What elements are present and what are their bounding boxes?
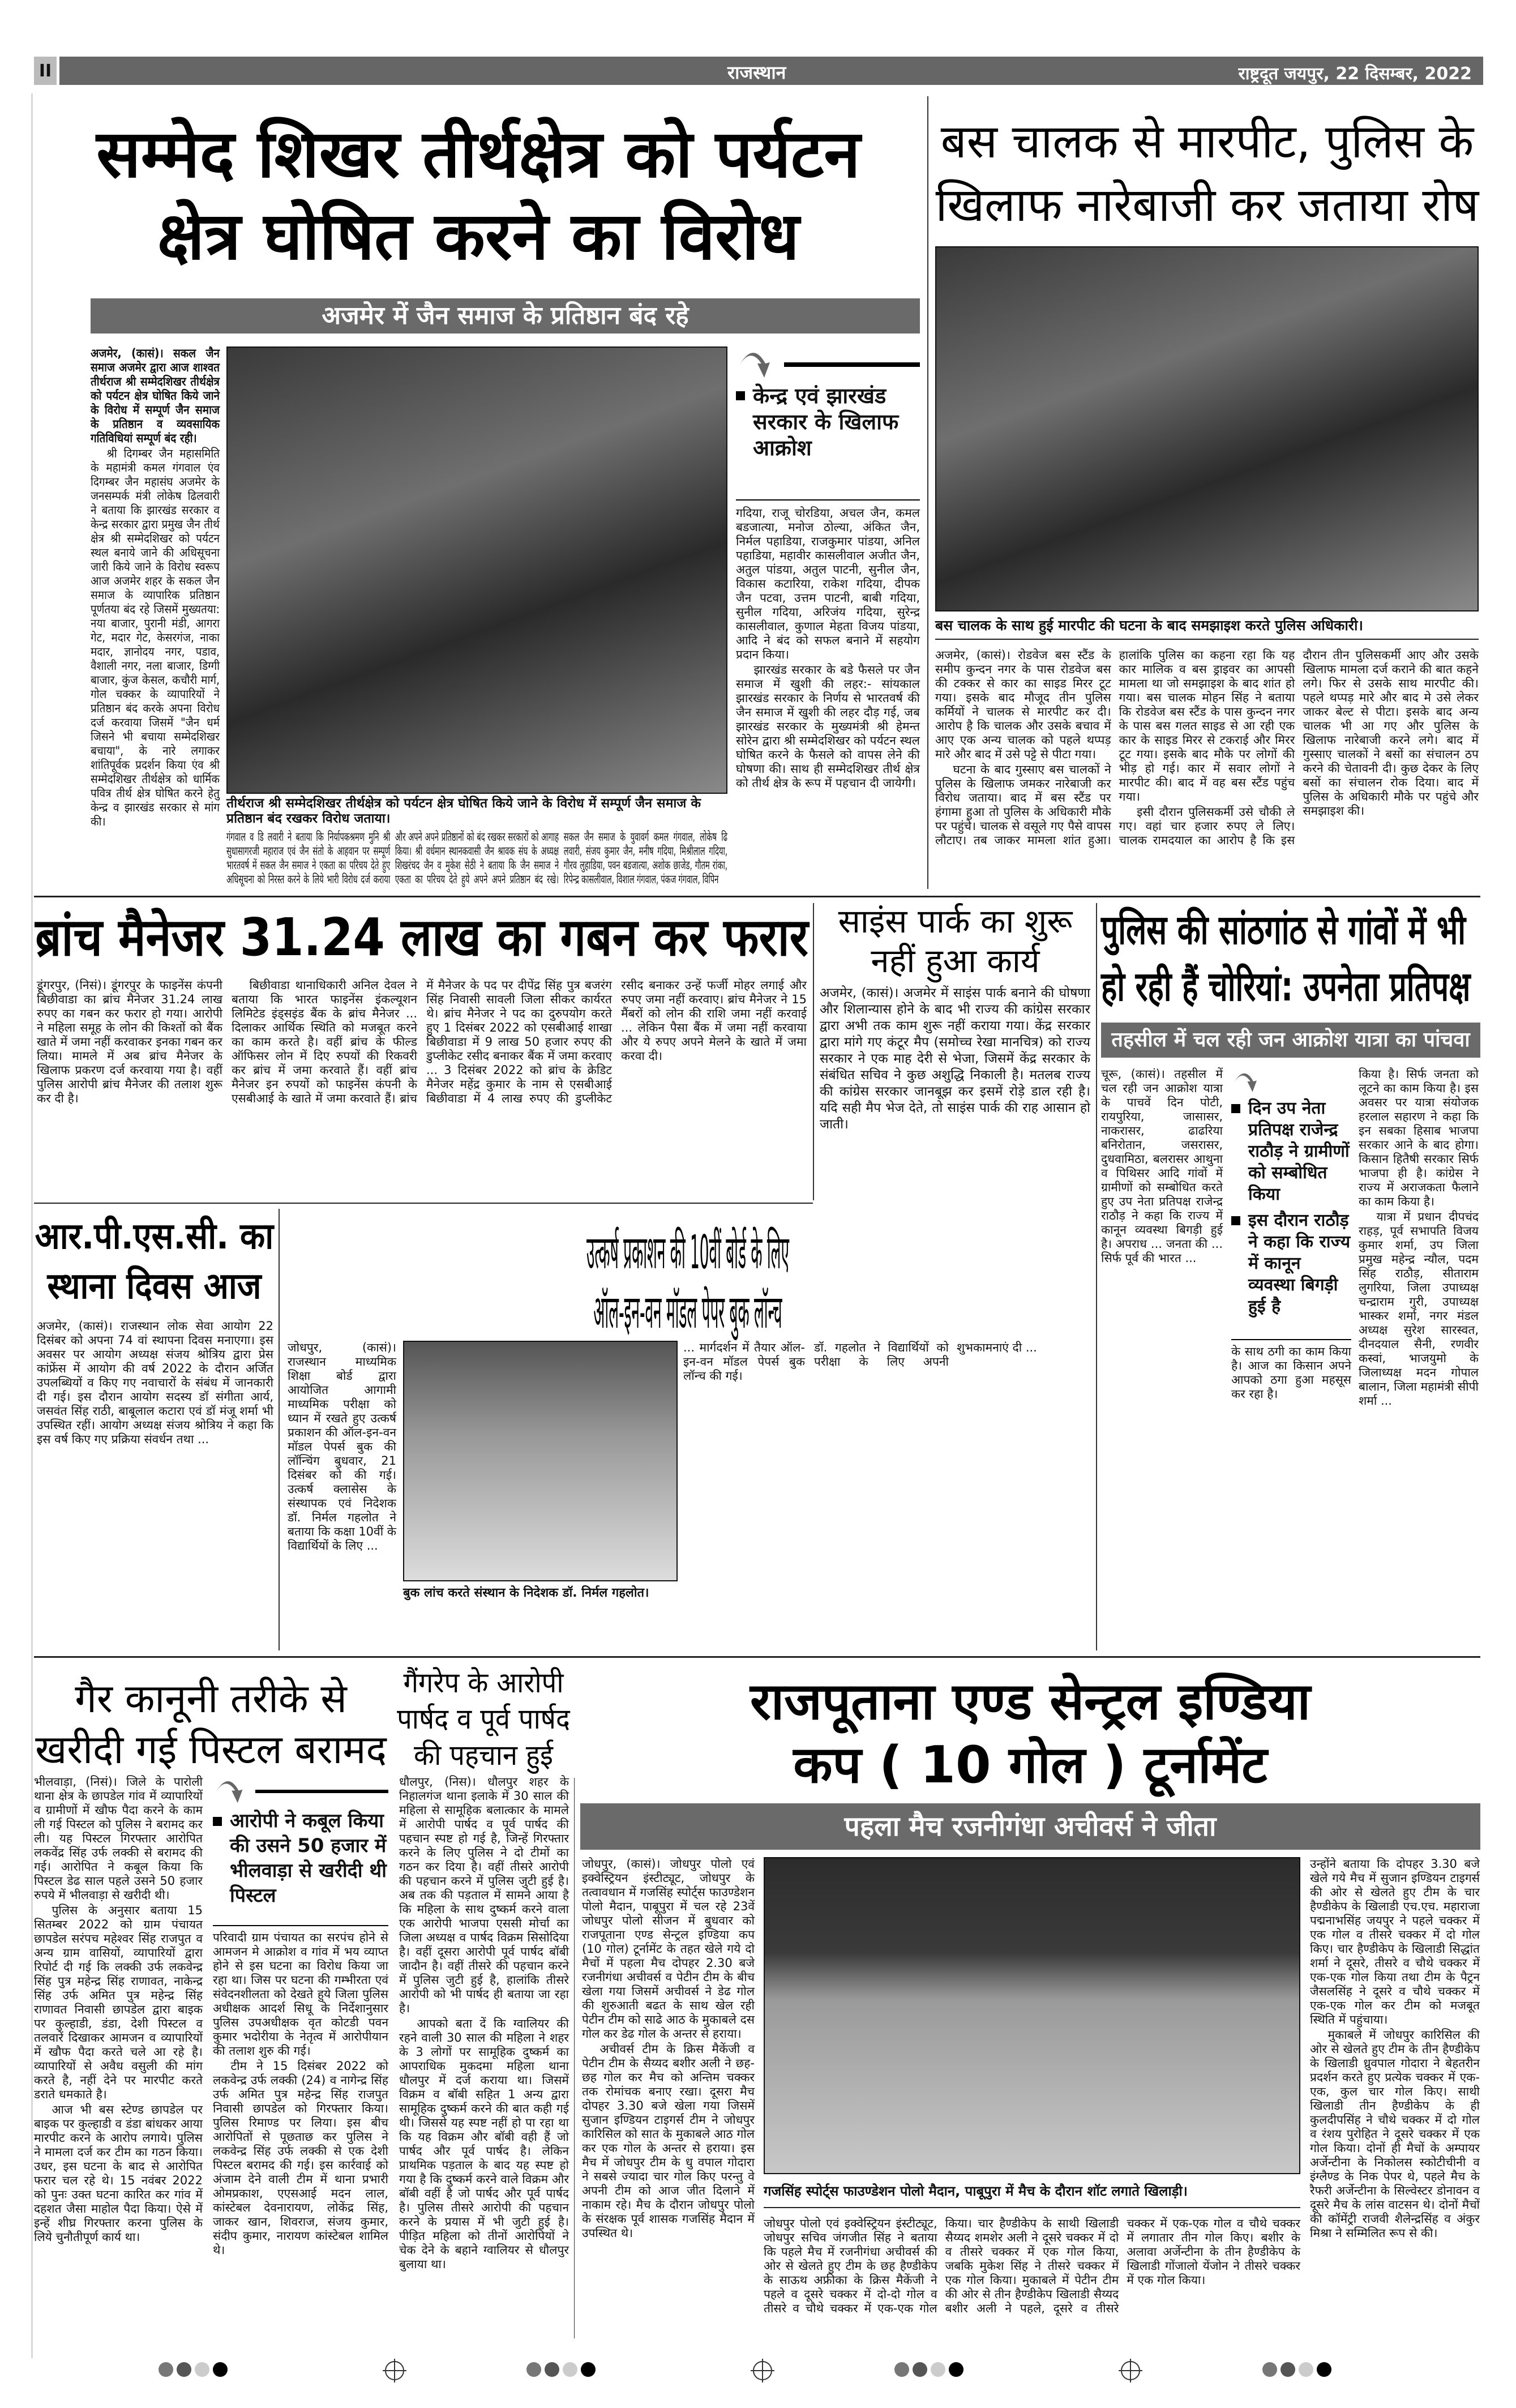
registration-dots xyxy=(159,2362,231,2379)
column-divider xyxy=(1096,903,1097,1650)
headline-gangrape xyxy=(396,1665,571,1774)
bullet-icon xyxy=(1231,1104,1240,1113)
highlight-heading xyxy=(213,1808,388,1922)
section-divider xyxy=(34,1656,1480,1658)
highlight-heading xyxy=(1231,1098,1351,1336)
column-divider xyxy=(574,1778,575,2338)
registration-dots xyxy=(526,2362,599,2379)
subhead-police xyxy=(1101,1023,1480,1058)
fit-wrapper xyxy=(34,1775,203,2244)
paragraph: घटना के बाद गुस्साए बस चालकों ने पुलिस के खिलाफ जमकर नारेबाजी कर विरोध जताया। बाद में बस स्टैंड पर हंगामा हुआ तो पुलिस के अधिकारी मौके पर पहुंचे। चालक से वसूले गए पैसे वापस लौटाए। तब जाकर मामला शांत हुआ। हालांकि पुलिस का कहना रहा कि यह कार मालिक व बस ड्राइवर का आपसी मामला था जो समझाइश के बाद शांत हो गया। बस चालक मोहन सिंह ने बताया कि रोडवेज बस स्टैंड के पास कुन्दन नगर के पास बस गलत साइड से आ रही एक कार के साइड मिरर से टकराई और मिरर टूट गया। इसके बाद मौके पर लोगों की भीड़ हो गई। कार में सवार लोगों ने मारपीट की। बाद में वह बस स्टैंड पहुंच गया। xyxy=(935,648,1295,847)
article-body xyxy=(34,1775,203,2336)
fit-wrapper xyxy=(1101,901,1480,1015)
fit-wrapper xyxy=(1231,1345,1351,1401)
paragraph: के साथ ठगी का काम किया है। आज का किसान अपने आपको ठगा हुआ महसूस कर रहा है। xyxy=(1231,1345,1351,1401)
headline-line: हो रही हैं चोरियां: उपनेता प्रतिपक्ष xyxy=(1101,963,1471,1010)
article-body xyxy=(288,1341,396,1649)
fit-wrapper: बुक लांच करते संस्थान के निदेशक डॉ. निर्मल गहलोत। xyxy=(403,1586,649,1600)
headline-bus xyxy=(934,110,1480,242)
registration-dots xyxy=(894,2362,967,2379)
paragraph: जोधपुर पोलो एवं इक्वेस्ट्रियन इंस्टीट्यूट, जोधपुर सचिव जंगजीत सिंह ने बताया कि पहले मैच में रजनीगंधा अचीवर्स की ओर से खेलते हुए टीम के छह हैण्डीकेप के साऊथ अफ्रीका के क्रिस मैकेंजी ने पहले व दूसरे चक्कर में दो-दो गोल व तीसरे व चौथे चक्कर में एक-एक गोल किया। चार हैण्डीकेप के साथी खिलाडी सैय्यद शमशेर अली ने दूसरे चक्कर में दो व तीसरे चक्कर में एक गोल किया, जबकि मुकेश सिंह ने तीसरे चक्कर में एक गोल किया। मुकाबले में पेटीन टीम की ओर से तीन हैण्डीकेप खिलाडी सैय्यद बशीर अली ने पहले, दूसरे व तीसरे चक्कर में एक-एक गोल व चौथे चक्कर में लगातार तीन गोल किए। बशीर के अलावा अर्जेन्टीना के तीन हैण्डीकेप के खिलाडी गोंजालो येंजोन ने तीसरे चक्कर में एक गोल किया। xyxy=(764,2217,1300,2315)
curved-arrow-icon xyxy=(736,347,781,380)
fit-wrapper xyxy=(37,1319,273,1447)
paragraph: जोधपुर, (कासं)। राजस्थान माध्यमिक शिक्षा बोर्ड द्वारा आयोजित आगामी माध्यमिक परीक्षा को ध्यान में रखते हुए उत्कर्ष प्रकाशन की ऑल-इन-वन मॉडल पेपर्स बुक की लॉन्चिंग बुधवार, 21 दिसंबर को की गई। उत्कर्ष क्लासेस के संस्थापक एवं निदेशक डॉ. निर्मल गहलोत ने बताया कि कक्षा 10वीं के विद्यार्थियों के लिए ... xyxy=(288,1341,396,1552)
fit-wrapper xyxy=(34,113,923,277)
paragraph: गंगवाल व डि लवारी ने बताया कि निर्यापकश्रमण मुनि श्री सुधासागरजी महाराज एवं जैन संतो के आहवान पर सम्पूर्ण भारतवर्ष में सकल जैन समाज ने एकता का परिचय देते हुए अधिसूचना को निरस्त करने के लिये भारी विरोध दर्ज कराया और अपने अपने प्रतिष्ठानों को बंद रखकर सरकारों को आगाह किया। श्री वर्धमान स्थानकवासी जैन श्रावक संघ के अध्यक्ष शिखरंचद जैन व मुकेश सेठी ने बताया कि जैन समाज ने एकता का परिचय देते हुये अपने अपने प्रतिष्ठान बंद रखे। सकल जैन समाज के युवावर्ग कमल गंगवाल, लोकेष ढि लवारी, संजय कुमार जैन, मनीष गदिया, मिश्रीलाल गदिया, गौरव लुहाडिया, पवन बडजात्या, अशोक छाजेड, गौतम रांका, रिपेन्द्र कासलीवाल, विशाल गंगवाल, पंकज गंगवाल, विपिन xyxy=(226,830,727,886)
paragraph: डॉ. गहलोत ने विद्यार्थियों को परीक्षा के लिए अपनी शुभकामनाएं दी ... xyxy=(814,1341,1037,1368)
paragraph: गदिया, राजू चोरडिया, अचल जैन, कमल बडजात्या, मनोज ठोल्या, अंकित जैन, निर्मल पहाडिया, राजकुमार पांडया, अनिल पहाडिया, महावीर कासलीवाल अजीत जैन, अतुल पांडया, अतुल पाटनी, सुनील जैन, विकास कटारिया, राकेश गदिया, दीपक जैन पटवा, उत्तम पाटनी, बाबी गदिया, सुनील गदिया, अरिजंय गदिया, सुरेन्द्र कासलीवाल, कुणाल मेहता विजय पांडया, आदि ने बंद को सफल बनाने में सहयोग प्रदान किया। xyxy=(736,506,920,661)
highlight-text: इस दौरान राठौड़ ने कहा कि राज्य में कानून व्यवस्था बिगड़ी हुई है xyxy=(1248,1211,1351,1316)
bullet-icon xyxy=(213,1817,222,1826)
fit-wrapper xyxy=(37,978,807,1106)
registration-crosshair-icon xyxy=(1121,2361,1140,2380)
section-divider xyxy=(34,1203,813,1204)
photo-caption xyxy=(764,2183,1300,2203)
photo-caption xyxy=(226,796,727,828)
fit-wrapper xyxy=(1359,1067,1479,1408)
article-body xyxy=(736,506,920,863)
article-body xyxy=(1101,1067,1223,1650)
headline-line: पुलिस की सांठगांठ से गांवों में भी xyxy=(1101,906,1466,953)
divider xyxy=(1231,1339,1351,1340)
paragraph: श्री दिगम्बर जैन महासमिति के महामंत्री कमल गंगवाल एंव दिगम्बर जैन महासंघ अजमेर के जनसम्पर्क मंत्री लोकेष ढिलवारी ने बताया कि झारखंड सरकार व केन्द्र सरकार द्वारा प्रमुख जैन तीर्थ क्षेत्र श्री सम्मेदशिखर को पर्यटन स्थल बनाये जाने की अधिसूचना जारी किये जाने के विरोध स्वरूप आज अजमेर शहर के सकल जैन समाज के व्यापारिक प्रतिष्ठान पूर्णतया बंद रहे जिसमें मुख्यतया: नया बाजार, पुरानी मंडी, आगरा गेट, मदार गेट, केसरगंज, नाका मदार, ज्ञानोदय नगर, पडाव, वैशाली नगर, नला बाजार, डिग्गी बाजार, कुंज केसल, कचौरी मार्ग, गोल चक्कर के व्यापारियों ने प्रतिष्ठान बंद करके अपना विरोध दर्ज करवाया जिसमें "जैन धर्म जिसने भी बचाया सम्मेदशिखर बचाया", के नारे लगाकर शांतिपूर्वक प्रदर्शन किया एंव श्री सम्मेदशिखर तीर्थक्षेत्र को धार्मिक पवित्र तीर्थ क्षेत्र घोषित करने हेतु केन्द्र व झारखंड सरकार से मांग की। xyxy=(91,447,220,828)
paragraph: चूरू, (कासं)। तहसील में चल रही जन आक्रोश यात्रा के पाचवें दिन पोटी, रायपुरिया, जासासर, नाकरासर, ढाढरिया बनिरोतान, जसरासर, दुधवामिठा, बलरासर आथुना व पिथिसर आदि गांवों में ग्रामीणों को सम्बोधित करते हुए उप नेता प्रतिपक्ष राजेन्द्र राठौड़ ने कहा कि राज्य में कानून व्यवस्था बिगड़ी हुई है। अपराध ... जनता की ... सिर्फ पूर्व की भारत ... xyxy=(1101,1067,1223,1265)
fit-wrapper xyxy=(736,383,920,461)
headline-science-park xyxy=(818,901,1093,983)
section-divider xyxy=(34,896,1480,897)
highlight-text: केन्द्र एवं झारखंड सरकार के खिलाफ आक्रोश xyxy=(753,383,899,460)
fit-wrapper xyxy=(582,1857,755,2240)
fit-wrapper xyxy=(736,506,920,790)
paragraph: मुकाबले में जोधपुर कारिसिल की ओर से खेलते हुए टीम के तीन हैण्डीकेप के खिलाडी ध्रुवपाल गोदारा ने बेहतरीन प्रदर्शन करते हुए प्रत्येक चक्कर में एक-एक, कुल चार गोल किए। साथी खिलाडी तीन हैण्डीकेप के ही कुलदीपसिंह ने चौथे चक्कर में दो गोल व रंशय पुरोहित ने दूसरे चक्कर में एक गोल किया। दोनों ही मैचों के अम्पायर अर्जेन्टीना के निकोलस स्कोटीचीनी व इंग्लैण्ड के निक पेपर थे, पहले मैच के रैफरी अर्जेन्टीना के सिल्वेस्टर डोनावन व दूसरे मैच के लांस वाटसन थे। दोनों मैचों की कॉमेंट्री राजवी शैलेन्द्रसिंह व अंकुर मिश्रा ने सम्मिलित रूप से की। xyxy=(1310,2028,1480,2240)
divider xyxy=(935,639,1479,640)
edition-date: राष्ट्रदूत जयपुर, 22 दिसम्बर, 2022 xyxy=(1238,64,1472,84)
paragraph: धौलपुर, (निस)। धौलपुर शहर के निहालगंज थाना इलाके में 30 साल की महिला से सामूहिक बलात्कार के मामले में आरोपी पार्षद व पूर्व पार्षद की पहचान स्पष्ट हो गई है, जिन्हें गिरफ्तार करने के लिए पुलिस ने दो टीमों का गठन कर दिया है। वहीं तीसरे आरोपी की पहचान करने में पुलिस जुटी हुई है। अब तक की पड़ताल में सामने आया है कि महिला के साथ दुष्कर्म करने वाला एक आरोपी भाजपा एससी मोर्चा का जिला अध्यक्ष व पार्षद विक्रम सिसोदिया है। वहीं दूसरा आरोपी पूर्व पार्षद बॉबी जादौन है। वहीं तीसरे की पहचान करने में पुलिस जुटी हुई है, हालांकि तीसरे आरोपी को भी पार्षद ही बताया जा रहा है। xyxy=(399,1775,569,2015)
page-marker: II xyxy=(34,57,57,85)
headline-line: स्थाना दिवस आज xyxy=(47,1265,262,1307)
headline-line: बस चालक से मारपीट, पुलिस के xyxy=(940,115,1474,169)
bullet-icon xyxy=(1231,1216,1240,1225)
paragraph: बिछीवाडा थानाधिकारी अनिल देवल ने बताया कि भारत फाइनेंस इंकल्यूशन लिमिटेड इंड्सइंड बैंक के ब्रांच मैनेजर ... दिलाकर आर्थिक स्थिति को मजबूत करने का काम करते है। वहीं ब्रांच के फील्ड ऑफिसर लोन में दिए रुपयों की रिकवरी कर ब्रांच में जमा करवाते हैं। वहीं ब्रांच मैनेजर इन रुपयों को फाइनेंस कंपनी के एसबीआई के खाते में जमा करवाते हैं। ब्रांच में मैनेजर के पद पर दीपेंद्र सिंह पुत्र बजरंग सिंह निवासी सावली जिला सीकर कार्यरत थे। ब्रांच मैनेजर ने पद का दुरुपयोग करते हुए 1 दिसंबर 2022 को एसबीआई शाखा बिछीवाडा में 9 लाख 50 हजार रुपए की डुप्लीकेट रसीद बनाकर बैंक में जमा करवाए ... 3 दिसंबर 2022 को ब्रांच के क्रेडिट मैनेजर महेंद्र कुमार के नाम से एसबीआई बिछीवाडा में 4 लाख रुपए की डुप्लीकेट रसीद बनाकर उन्हें फर्जी मोहर लगाई और रुपए जमा नहीं करवाए। ब्रांच मैनेजर ने 15 मैंबरों को लोन की राशि जमा नहीं करवाई ... लेकिन पैसा बैंक में जमा नहीं करवाया और ये रुपए अपने मेलने के खाते में जमा करवा दी। xyxy=(232,978,807,1105)
fit-wrapper xyxy=(226,830,727,887)
paragraph: इसी दौरान पुलिसकर्मी उसे चौकी ले गए। वहां चार हजार रुपए ले लिए। चालक रामदयाल का आरोप है कि इस दौरान तीन पुलिसकर्मी आए और उसके खिलाफ मामला दर्ज कराने की बात कहने लगे। फिर से उसके साथ मारपीट की। पहले थप्पड़ मारे और बाद मे उसे लेकर जाकर बेल्ट से पीटा। इसके बाद अन्य चालक भी आ गए और पुलिस के खिलाफ नारेबाजी करने लगे। बाद में गुस्साए चालकों ने बसों का संचालन ठप करने की चेतावनी दी। कुछ देकर के लिए बसों का संचालन रोक दिया। बाद में पुलिस के अधिकारी मौके पर पहुंचे और समझाइश की। xyxy=(1119,648,1479,847)
highlight-text: आरोपी ने कबूल किया की उसने 50 हजार में भीलवाड़ा से खरीदी थी पिस्टल xyxy=(230,1810,387,1907)
headline-line: सम्मेद शिखर तीर्थक्षेत्र को पर्यटन xyxy=(96,116,860,193)
paragraph: परिवादी ग्राम पंचायत का सरपंच होने से आमजन मे आक्रोश व गांव में भय व्याप्त होने से इस घटना का विरोध किया जा रहा था। जिस पर घटना की गम्भीरता एवं संवेदनशीलता को देखते हुये जिला पुलिस अधीक्षक आदर्श सिधू के निर्देशानुसार पुलिस उपअधीक्षक वृत कोटडी पवन कुमार भदोरीया के नेतृत्व में आरोपीयान की तलाश शुरु की गई। xyxy=(213,1931,388,2058)
highlight-box xyxy=(736,347,920,863)
article-body xyxy=(226,830,727,891)
headline-line: आर.पी.एस.सी. का xyxy=(35,1216,274,1258)
paragraph: अजमेर, (कासं)। अजमेर में साइंस पार्क बनाने की घोषणा और शिलान्यास होने के बाद भी राज्य की कांग्रेस सरकार द्वारा अभी तक काम शुरू नहीं कराया गया। केंद्र सरकार द्वारा मांगे गए कंटूर मैप (समोच्च रेखा मानचित्र) को राज्य सरकार ने एक माह देरी से भेजा, जिसमें केंद्र सरकार के संबंधित सचिव ने कुछ अशुद्धि निकाली है। मतलब राज्य की कांग्रेस सरकार जानबूझ कर इसमें रोड़े डाल रही है। यदि सही मैप भेज देते, तो साइंस पार्क की राह आसान हो जाती। xyxy=(820,986,1090,1132)
paragraph: पुलिस के अनुसार बताया 15 सितम्बर 2022 को ग्राम पंचायत छापडेल सरंपच महेश्वर सिंह राजपुत व अन्य ग्राम वासियों, व्यापारियों द्वारा रिपोर्ट दी गई कि लक्की उर्फ लकवेन्द्र सिंह पुत्र महेन्द्र सिंह राणावत, नाकेन्द्र सिंह उर्फ अमित पुत्र महेन्द्र सिंह राणावत निवासी छापडेल द्वारा बाइक पर कुल्हाडी, डंडा, देशी पिस्टल व तलवारें दिखाकर आमजन व व्यापारियों में खौफ पैदा करते चले आ रहे है। व्यापारियों से अवैध वसुली की मांग करते है, नहीं देने पर मारपीट करते डराते धमकाते है। xyxy=(34,1904,203,2101)
headline-utkarsh xyxy=(283,1223,1093,1340)
fit-wrapper xyxy=(213,1808,388,1908)
fit-wrapper: पहला मैच रजनीगंधा अचीवर्स ने जीता xyxy=(844,1811,1217,1842)
headline-police xyxy=(1101,901,1480,1018)
curved-arrow-icon xyxy=(213,1775,252,1806)
protest-photo xyxy=(226,347,727,794)
article-body xyxy=(935,648,1479,889)
registration-crosshair-icon xyxy=(753,2361,772,2380)
paragraph: टीम ने 15 दिसंबर 2022 को लकवेन्द्र उर्फ लक्की (24) व नागेन्द्र सिंह उर्फ अमित पुत्र महेन्द्र सिंह राजपुत निवासी छापडेल को गिरफ्तार किया। पुलिस रिमाण्ड पर लिया। इस बीच आरोपितों से पूछताछ कर पुलिस ने लकवेन्द्र सिंह उर्फ लक्की से एक देशी पिस्टल बरामद की गई। इस कार्रवाई को अंजाम देने वाली टीम में थाना प्रभारी ओमप्रकाश, एएसआई मदन लाल, कांस्टेबल देवनारायण, लोकेंद्र सिंह, जाकर खान, शिवराज, संजय कुमार, संदीप कुमार, नारायण कांस्टेबल शामिल थे। xyxy=(213,2059,388,2257)
paragraph: अचीवर्स टीम के क्रिस मैकेंजी व पेटीन टीम के सैय्यद बशीर अली ने छह-छह गोल कर मैच को अन्तिम चक्कर तक रोमांचक बनाए रखा। दूसरा मैच दोपहर 3.30 बजे खेला गया जिसमें सुजान इण्डियन टाइगर्स टीम ने जोधपुर कारिसिल को सात के मुकाबले आठ गोल कर एक गोल के अन्तर से हराया। इस मैच में जोधपुर टीम के धु वपाल गोदारा ने सबसे ज्यादा चार गोल किए परन्तु वे अपनी टीम को आज जीत दिलाने में नाकाम रहे। मैच के दौरान जोधपुर पोलो के संरक्षक पूर्व शासक गजसिंह मैदान में उपस्थित थे। xyxy=(582,2042,755,2240)
headline-line: उत्कर्ष प्रकाशन की 10वीं बोर्ड के लिए xyxy=(586,1226,789,1280)
headline-line: खरीदी गई पिस्टल बरामद xyxy=(35,1726,387,1773)
fit-wrapper xyxy=(1231,1098,1351,1318)
paragraph: आपको बता दें कि ग्वालियर की रहने वाली 30 साल की महिला ने शहर के 3 लोगों पर सामूहिक दुष्कर्म का आपराधिक मुकदमा महिला थाना धौलपुर में दर्ज कराया था। जिसमें विक्रम व बॉबी सहित 1 अन्य द्वारा सामूहिक दुष्कर्म करने की बात कही गई थी। जिससे यह स्पष्ट नहीं हो पा रहा था कि यह विक्रम और बॉबी वही हैं जो पार्षद और पूर्व पार्षद है। लेकिन प्राथमिक पड़ताल के बाद यह स्पष्ट हो गया है कि दुष्कर्म करने वाले विक्रम और बॉबी वहीं है जो पार्षद और पूर्व पार्षद है। पुलिस तीसरे आरोपी की पहचान करने के प्रयास में भी जुटी हुई है। पीड़ित महिला को तीनों आरोपियों ने चेक देने के बहाने ग्वालियर से धौलपुर बुलाया था। xyxy=(399,2017,569,2271)
paragraph: आज भी बस स्टेण्ड छापडेल पर बाइक पर कुल्हाडी व डंडा बांधकर आया मारपीट करने के आरोप लगाये। पुलिस ने मामला दर्ज कर टीम का गठन किया। उधर, इस घटना के बाद से आरोपित फरार चल रहे थे। 15 नवंबर 2022 को पुनः उक्त घटना कारित कर गांव में दहशत जैसा माहोल पैदा किया। ऐसे में इन्हें शीघ्र गिरफ्तार करना पुलिस के लिये चुनौतीपूर्ण कार्य था। xyxy=(34,2103,203,2244)
headline-line: की पहचान हुई xyxy=(414,1739,553,1772)
section-title: राजस्थान xyxy=(727,62,786,83)
headline-polo xyxy=(580,1670,1480,1800)
divider xyxy=(213,1925,388,1926)
divider xyxy=(764,2207,1300,2208)
fit-wrapper xyxy=(764,2217,1300,2316)
highlight-text: दिन उप नेता प्रतिपक्ष राजेन्द्र राठौड़ ने ग्रामीणों को सम्बोधित किया xyxy=(1248,1098,1350,1204)
decor-rule xyxy=(784,362,920,367)
registration-dots xyxy=(1262,2362,1335,2379)
fit-wrapper: तहसील में चल रही जन आक्रोश यात्रा का पांचवा xyxy=(1111,1028,1470,1051)
article-body xyxy=(37,978,807,1196)
headline-line: ऑल-इन-वन मॉडल पेपर बुक लॉन्च xyxy=(593,1285,782,1339)
column-divider xyxy=(927,96,928,889)
paragraph: अजमेर, (कासं)। रोडवेज बस स्टैंड के समीप कुन्दन नगर के पास रोडवेज बस की टक्कर से कार का साइड मिरर टूट गया। इसके बाद मौजूद तीन पुलिस कर्मियों ने चालक से मारपीट कर दी। आरोप है कि चालक और उसके बचाव में आए एक अन्य चालक को पहले थप्पड़ मारे और बाद में उसे पट्टे से पीटा गया। xyxy=(935,648,1111,761)
fit-wrapper xyxy=(820,985,1090,1133)
police-crowd-photo xyxy=(935,246,1479,611)
subhead-sammed xyxy=(91,298,920,333)
article-body xyxy=(1359,1067,1479,1650)
paragraph: भीलवाड़ा, (निसं)। जिले के पारोली थाना क्षेत्र के छापडेल गांव में व्यापारियों व ग्रामीणों में खौफ पैदा करने के काम ली गई पिस्टल को पुलिस ने बरामद कर ली। यह पिस्टल गिरफ्तार आरोपित लकवेंद्र सिंह उर्फ लक्की से बरामद की गई। आरोपित ने कबूल किया कि पिस्टल डेढ साल पहले उसने 50 हजार रुपये में भीलवाड़ा से खरीदी थी। xyxy=(34,1775,203,1902)
curved-arrow-icon xyxy=(1231,1067,1265,1096)
polo-match-photo xyxy=(764,1857,1300,2174)
article-body xyxy=(91,347,220,833)
fit-wrapper: बस चालक के साथ हुई मारपीट की घटना के बाद समझाइश करते पुलिस अधिकारी। xyxy=(935,617,1363,634)
fit-wrapper: तीर्थराज श्री सम्मेदशिखर तीर्थक्षेत्र को पर्यटन क्षेत्र घोषित किये जाने के विरोध में सम्पूर्ण जैन समाज के प्रतिष्ठान बंद रखकर विरोध जताया। xyxy=(226,796,701,826)
column-divider xyxy=(279,1209,280,1650)
paragraph: डूंगरपुर, (निसं)। डूंगरपुर के फाइनेंस कंपनी बिछीवाडा का ब्रांच मैनेजर 31.24 लाख रुपए का गबन कर फरार हो गया। आरोपी ने महिला समूह के लोन की किश्तों को बैंक खाते में जमा नहीं करवाकर इनका गबन कर लिया। मामले में अब ब्रांच मैनेजर के खिलाफ प्रकरण दर्ज करवाया गया है। वहीं पुलिस आरोपी ब्रांच मैनेजर की तलाश शुरू कर दी है। xyxy=(37,978,222,1105)
fit-wrapper xyxy=(580,1670,1480,1797)
registration-crosshair-icon xyxy=(385,2361,404,2380)
headline-rpsc xyxy=(34,1212,275,1316)
headline-line: क्षेत्र घोषित करने का विरोध xyxy=(157,198,799,275)
headline-line: नहीं हुआ कार्य xyxy=(871,942,1040,980)
headline-line: गैर कानूनी तरीके से xyxy=(75,1675,347,1722)
divider xyxy=(736,499,920,501)
fit-wrapper xyxy=(934,110,1480,237)
headline-sammed xyxy=(34,113,923,293)
highlight-box xyxy=(1231,1067,1351,1628)
fit-wrapper xyxy=(283,1223,1093,1342)
article-body xyxy=(582,1857,755,2338)
headline-pistol xyxy=(34,1673,388,1775)
bullet-icon xyxy=(736,391,745,400)
fit-wrapper xyxy=(288,1341,396,1553)
book-launch-photo xyxy=(403,1341,678,1581)
article-body xyxy=(683,1341,805,1649)
article-body xyxy=(820,985,1090,1197)
paragraph: यात्रा में प्रधान दीपचंद राहड़, पूर्व सभापति विजय कुमार शर्मा, उप जिला प्रमुख महेन्द्र न्यौल, पदम सिंह राठौड़, सीताराम लुगरिया, जिला उपाध्यक्ष चन्द्राराम गुरी, उपाध्यक्ष भास्कर शर्मा, नगर मंडल अध्यक्ष सुरेश सारस्वत, दीनदयाल सैनी, रणवीर कस्वां, भाजयुमो के जिलाध्यक्ष मदन गोपाल बालान, जिला महामंत्री सीपी शर्मा ... xyxy=(1359,1210,1479,1408)
paragraph: किया है। सिर्फ जनता को लूटने का काम किया है। इस अवसर पर यात्रा संयोजक हरलाल सहारण ने कहा कि इन सबका हिसाब भाजपा सरकार आने के बाद होगा। किसान हितैषी सरकार सिर्फ भाजपा ही है। कांग्रेस ने राज्य में अराजकता फैलाने का काम किया है। xyxy=(1359,1067,1479,1208)
fit-wrapper xyxy=(1101,1067,1223,1265)
fit-wrapper xyxy=(935,648,1479,848)
paragraph: अजमेर, (कासं)। सकल जैन समाज अजमेर द्वारा आज शाश्वत तीर्थराज श्री सम्मेदशिखर तीर्थक्षेत्र को पर्यटन क्षेत्र घोषित किये जाने के विरोध में सम्पूर्ण जैन समाज के प्रतिष्ठान व व्यवसायिक गतिविधियां सम्पूर्ण बंद रही। xyxy=(91,347,220,445)
paragraph: झारखंड सरकार के बडे फैसले पर जैन समाज में खुशी की लहर:- सांयकाल झारखंड सरकार के निर्णय से भारतवर्ष की जैन समाज में खुशी की लहर दौड़ गई, जब झारखंड सरकार के मुख्यमंत्री श्री हेमन्त सोरेन द्वारा श्री सम्मेदशिखर को पर्यटन स्थल घोषित करने के फैसले को वापस लेने की घोषणा की। साथ ही सम्मेदशिखर तीर्थ क्षेत्र को तीर्थ क्षेत्र के रूप में पहचान दी जायेगी। xyxy=(736,663,920,790)
photo-caption xyxy=(403,1585,678,1648)
fit-wrapper: ब्रांच मैनेजर 31.24 लाख का गबन कर फरार xyxy=(35,907,808,968)
photo-caption xyxy=(935,617,1479,635)
highlight-box xyxy=(213,1775,388,2336)
article-body xyxy=(1310,1857,1480,2338)
highlight-heading xyxy=(736,383,920,496)
paragraph: ... मार्गदर्शन में तैयार ऑल-इन-वन मॉडल पेपर्स बुक लॉन्च की गई। xyxy=(683,1341,805,1383)
fit-wrapper xyxy=(683,1341,805,1383)
fit-wrapper xyxy=(1310,1857,1480,2240)
article-body xyxy=(37,1319,273,1650)
headline-line: साइंस पार्क का शुरू xyxy=(838,902,1073,940)
paragraph: उन्होंने बताया कि दोपहर 3.30 बजे खेले गये मैच में सुजान इण्डियन टाइगर्स की ओर से खेलते हुए टीम के चार हैण्डीकेप के खिलाडी एच.एच. महाराजा पद्मनाभसिंह जयपुर ने पहले चक्कर में एक गोल व तीसरे चक्कर में दो गोल किए। चार हैण्डीकेप के खिलाडी सिद्धांत शर्मा ने दूसरे, तीसरे व चौथे चक्कर में एक-एक गोल किया तथा टीम के पैट्रन जैसलसिंह ने दूसरे व चौथे चक्कर में एक-एक गोल कर टीम को मजबूत स्थिति में पहुंचाया। xyxy=(1310,1857,1480,2026)
article-body xyxy=(764,2217,1300,2338)
article-body xyxy=(213,1931,388,2336)
article-body xyxy=(1231,1345,1351,1628)
headline-line: राजपूताना एण्ड सेन्ट्रल इण्डिया xyxy=(750,1672,1311,1731)
fit-wrapper xyxy=(213,1931,388,2257)
fit-wrapper xyxy=(818,901,1093,981)
headline-line: गैंगरेप के आरोपी xyxy=(403,1666,564,1699)
headline-line: कप ( 10 गोल ) टूर्नामेंट xyxy=(793,1735,1267,1795)
article-body xyxy=(814,1341,1091,1649)
subhead-polo xyxy=(580,1803,1480,1850)
headline-line: खिलाफ नारेबाजी कर जताया रोष xyxy=(935,178,1479,232)
article-body xyxy=(399,1775,569,2336)
fit-wrapper: गजसिंह स्पोर्ट्स फाउण्डेशन पोलो मैदान, पाबूपुरा में मैच के दौरान शॉट लगाते खिलाड़ी। xyxy=(764,2183,1188,2199)
headline-branch xyxy=(34,905,810,974)
fit-wrapper xyxy=(396,1665,571,1773)
fit-wrapper xyxy=(399,1775,569,2272)
header-bar xyxy=(59,57,1483,85)
fit-wrapper: अजमेर में जैन समाज के प्रतिष्ठान बंद रहे xyxy=(322,301,689,330)
column-divider xyxy=(813,903,814,1200)
decor-rule xyxy=(255,1790,388,1793)
fit-wrapper xyxy=(91,347,220,829)
fit-wrapper xyxy=(34,1212,275,1311)
fit-wrapper xyxy=(814,1341,1091,1369)
headline-line: पार्षद व पूर्व पार्षद xyxy=(397,1703,570,1735)
paragraph: जोधपुर, (कासं)। जोधपुर पोलो एवं इक्वेस्ट्रियन इंस्टीट्यूट, जोधपुर के तत्वावधान में गजसिंह स्पोर्ट्स फाउण्डेशन पोलो मैदान, पाबूपुरा में चल रहे 23वें जोधपुर पोलो सीजन में बुधवार को राजपूताना एण्ड सेन्ट्रल इण्डिया कप (10 गोल) टूर्नामेंट के तहत खेले गये दो मैचों में पहला मैच दोपहर 2.30 बजे रजनीगंधा अचीवर्स व पेटीन टीम के बीच खेला गया जिसमें अचीवर्स ने डेढ गोल की शुरुआती बढत के साथ खेल रही पेटीन टीम को साढे आठ के मुकाबले दस गोल कर डेढ गोल के अन्तर से हराया। xyxy=(582,1857,755,2041)
fit-wrapper xyxy=(34,1673,388,1775)
paragraph: अजमेर, (कासं)। राजस्थान लोक सेवा आयोग 22 दिसंबर को अपना 74 वां स्थापना दिवस मनाएगा। इस अवसर पर आयोग अध्यक्ष संजय श्रोत्रिय द्वारा प्रेस कांफ्रेंस में आयोग की वर्ष 2022 के दौरान अर्जित उपलब्धियों व किए गए नवाचारों के संबंध में जानकारी दी गई। इस दौरान आयोग सदस्य डॉ संगीता आर्य, जसवंत सिंह राठी, बाबूलाल कटारा एवं डॉ मंजू शर्मा भी उपस्थित रहीं। आयोग अध्यक्ष संजय श्रोत्रिय ने कहा कि इस वर्ष किए गए प्रक्रिया संवर्धन तथा ... xyxy=(37,1319,273,1446)
